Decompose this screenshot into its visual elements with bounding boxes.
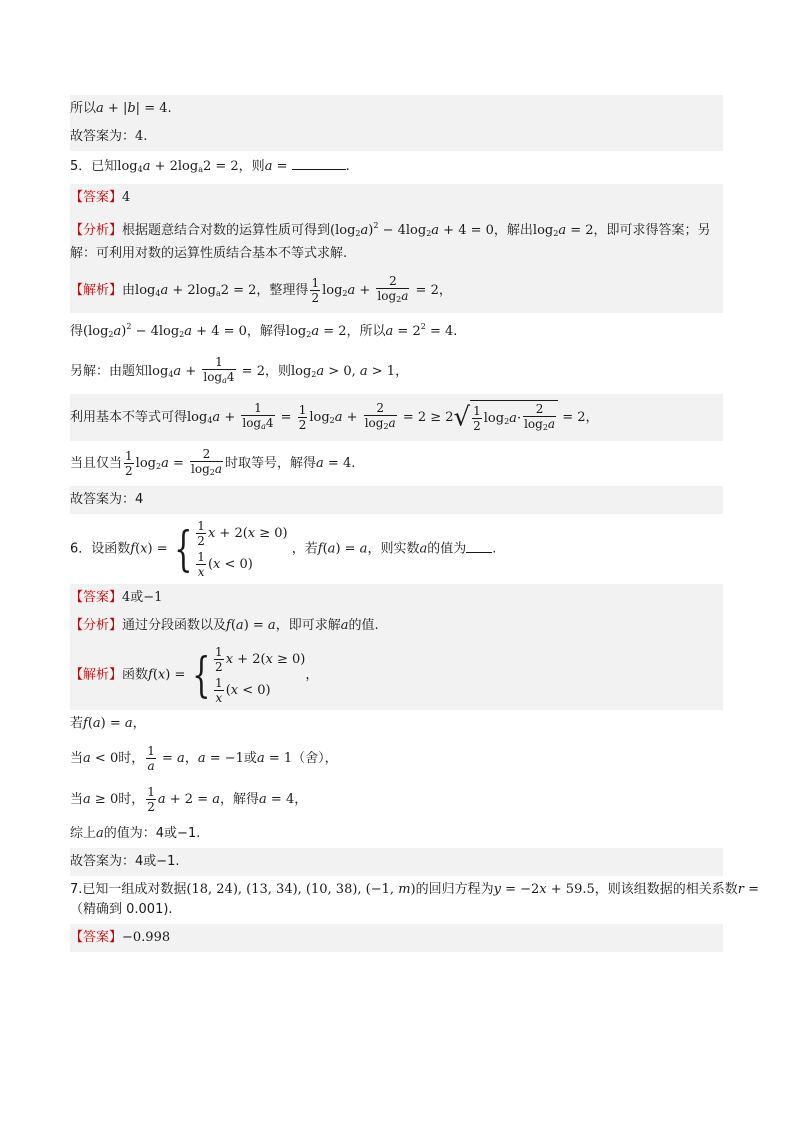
document-page [70,95,760,952]
final-answer-5: 故答案为：4 [70,486,723,514]
solution-6-line-3: 当a < 0时， $\frac{1}{a}$ = a，a = −1或a = 1（舍）， [70,744,338,773]
piecewise-function: { $\frac{1}{2}$ x + 2(x ≥ 0) $\frac{1}{x}$ (x < 0) [191,645,306,705]
analysis-6: 【分析】通过分段函数以及f(a) = a，即可求解a的值. [70,612,723,640]
answer-blank[interactable] [466,540,492,553]
question-5: 5．已知$\log_4a + 2\log_a2 = 2$，则a = . [70,159,350,174]
solution-5-line-3: 另解：由题知$\log_4a$ + $\frac{1}{\log_a4}$ = 2，则$\log_2a > 0$, a > 1， [70,355,409,385]
solution-5-line-2: 得$(\log_2a)^2 - 4\log_2a + 4 = 0$，解得$\log_2a = 2$，所以$a = 2^2 = 4$. [70,322,458,339]
piecewise-function: { $\frac{1}{2}$ x + 2(x ≥ 0) $\frac{1}{x}$ (x < 0) [173,519,288,579]
solution-6-line-5: 综上a的值为：4或−1. [70,826,201,841]
solution-6-line-4: 当a ≥ 0时， $\frac{1}{2}$ a + 2 = a，解得a = 4， [70,785,308,814]
answer-5: 【答案】4 [70,184,723,212]
answer-6: 【答案】4或−1 [70,584,723,612]
question-7: 7.已知一组成对数据(18, 24), (13, 34), (10, 38), (−1, m)的回归方程为y = −2x + 59.5，则该组数据的相关系数r = （精确到 0.001). [70,882,760,917]
question-6: 6．设函数f(x) = { $\frac{1}{2}$ x + 2(x ≥ 0) $\frac{1}{x}$ (x < 0) ，若f(a) = a，则实数a的值为 . [70,519,497,579]
solution-5-line-1: 【解析】由$\log_4a + 2\log_a2 = 2$，整理得 $\frac{1}{2}$ $\log_2a$ + $\frac{2}{\log_2a}$ = 2， [70,268,723,313]
final-answer-4: 故答案为：4. [70,123,723,151]
solution-line-conclusion-4: 所以a + |b| = 4. [70,95,723,123]
analysis-5: 【分析】根据题意结合对数的运算性质可得到$(\log_2a)^2 - 4\log_2a + 4 = 0$，解出$\log_2a = 2$，即可求得答案；另 解：可利用对数的运算性质结合基本不等式求解. [70,212,723,268]
answer-7: 【答案】−0.998 [70,924,723,952]
answer-blank[interactable] [292,157,346,170]
solution-5-line-4: 利用基本不等式可得$\log_4a$ + $\frac{1}{\log_a4}$ = $\frac{1}{2}$ $\log_2a$ + $\frac{2}{\log_2a}$ = 2 ≥ 2√ $\frac{1}{2}$ $\log_2a\cdot$ $\frac{2}{\log_2a}$ = 2， [70,394,723,441]
solution-5-line-5: 当且仅当 $\frac{1}{2}$ $\log_2a$ = $\frac{2}{\log_2a}$ 时取等号，解得a = 4. [70,447,356,478]
solution-6-line-2: 若f(a) = a， [70,716,146,731]
solution-6-line-1: 【解析】函数f(x) = { $\frac{1}{2}$ x + 2(x ≥ 0) $\frac{1}{x}$ (x < 0) ， [70,640,723,710]
final-answer-6: 故答案为：4或−1. [70,848,723,876]
